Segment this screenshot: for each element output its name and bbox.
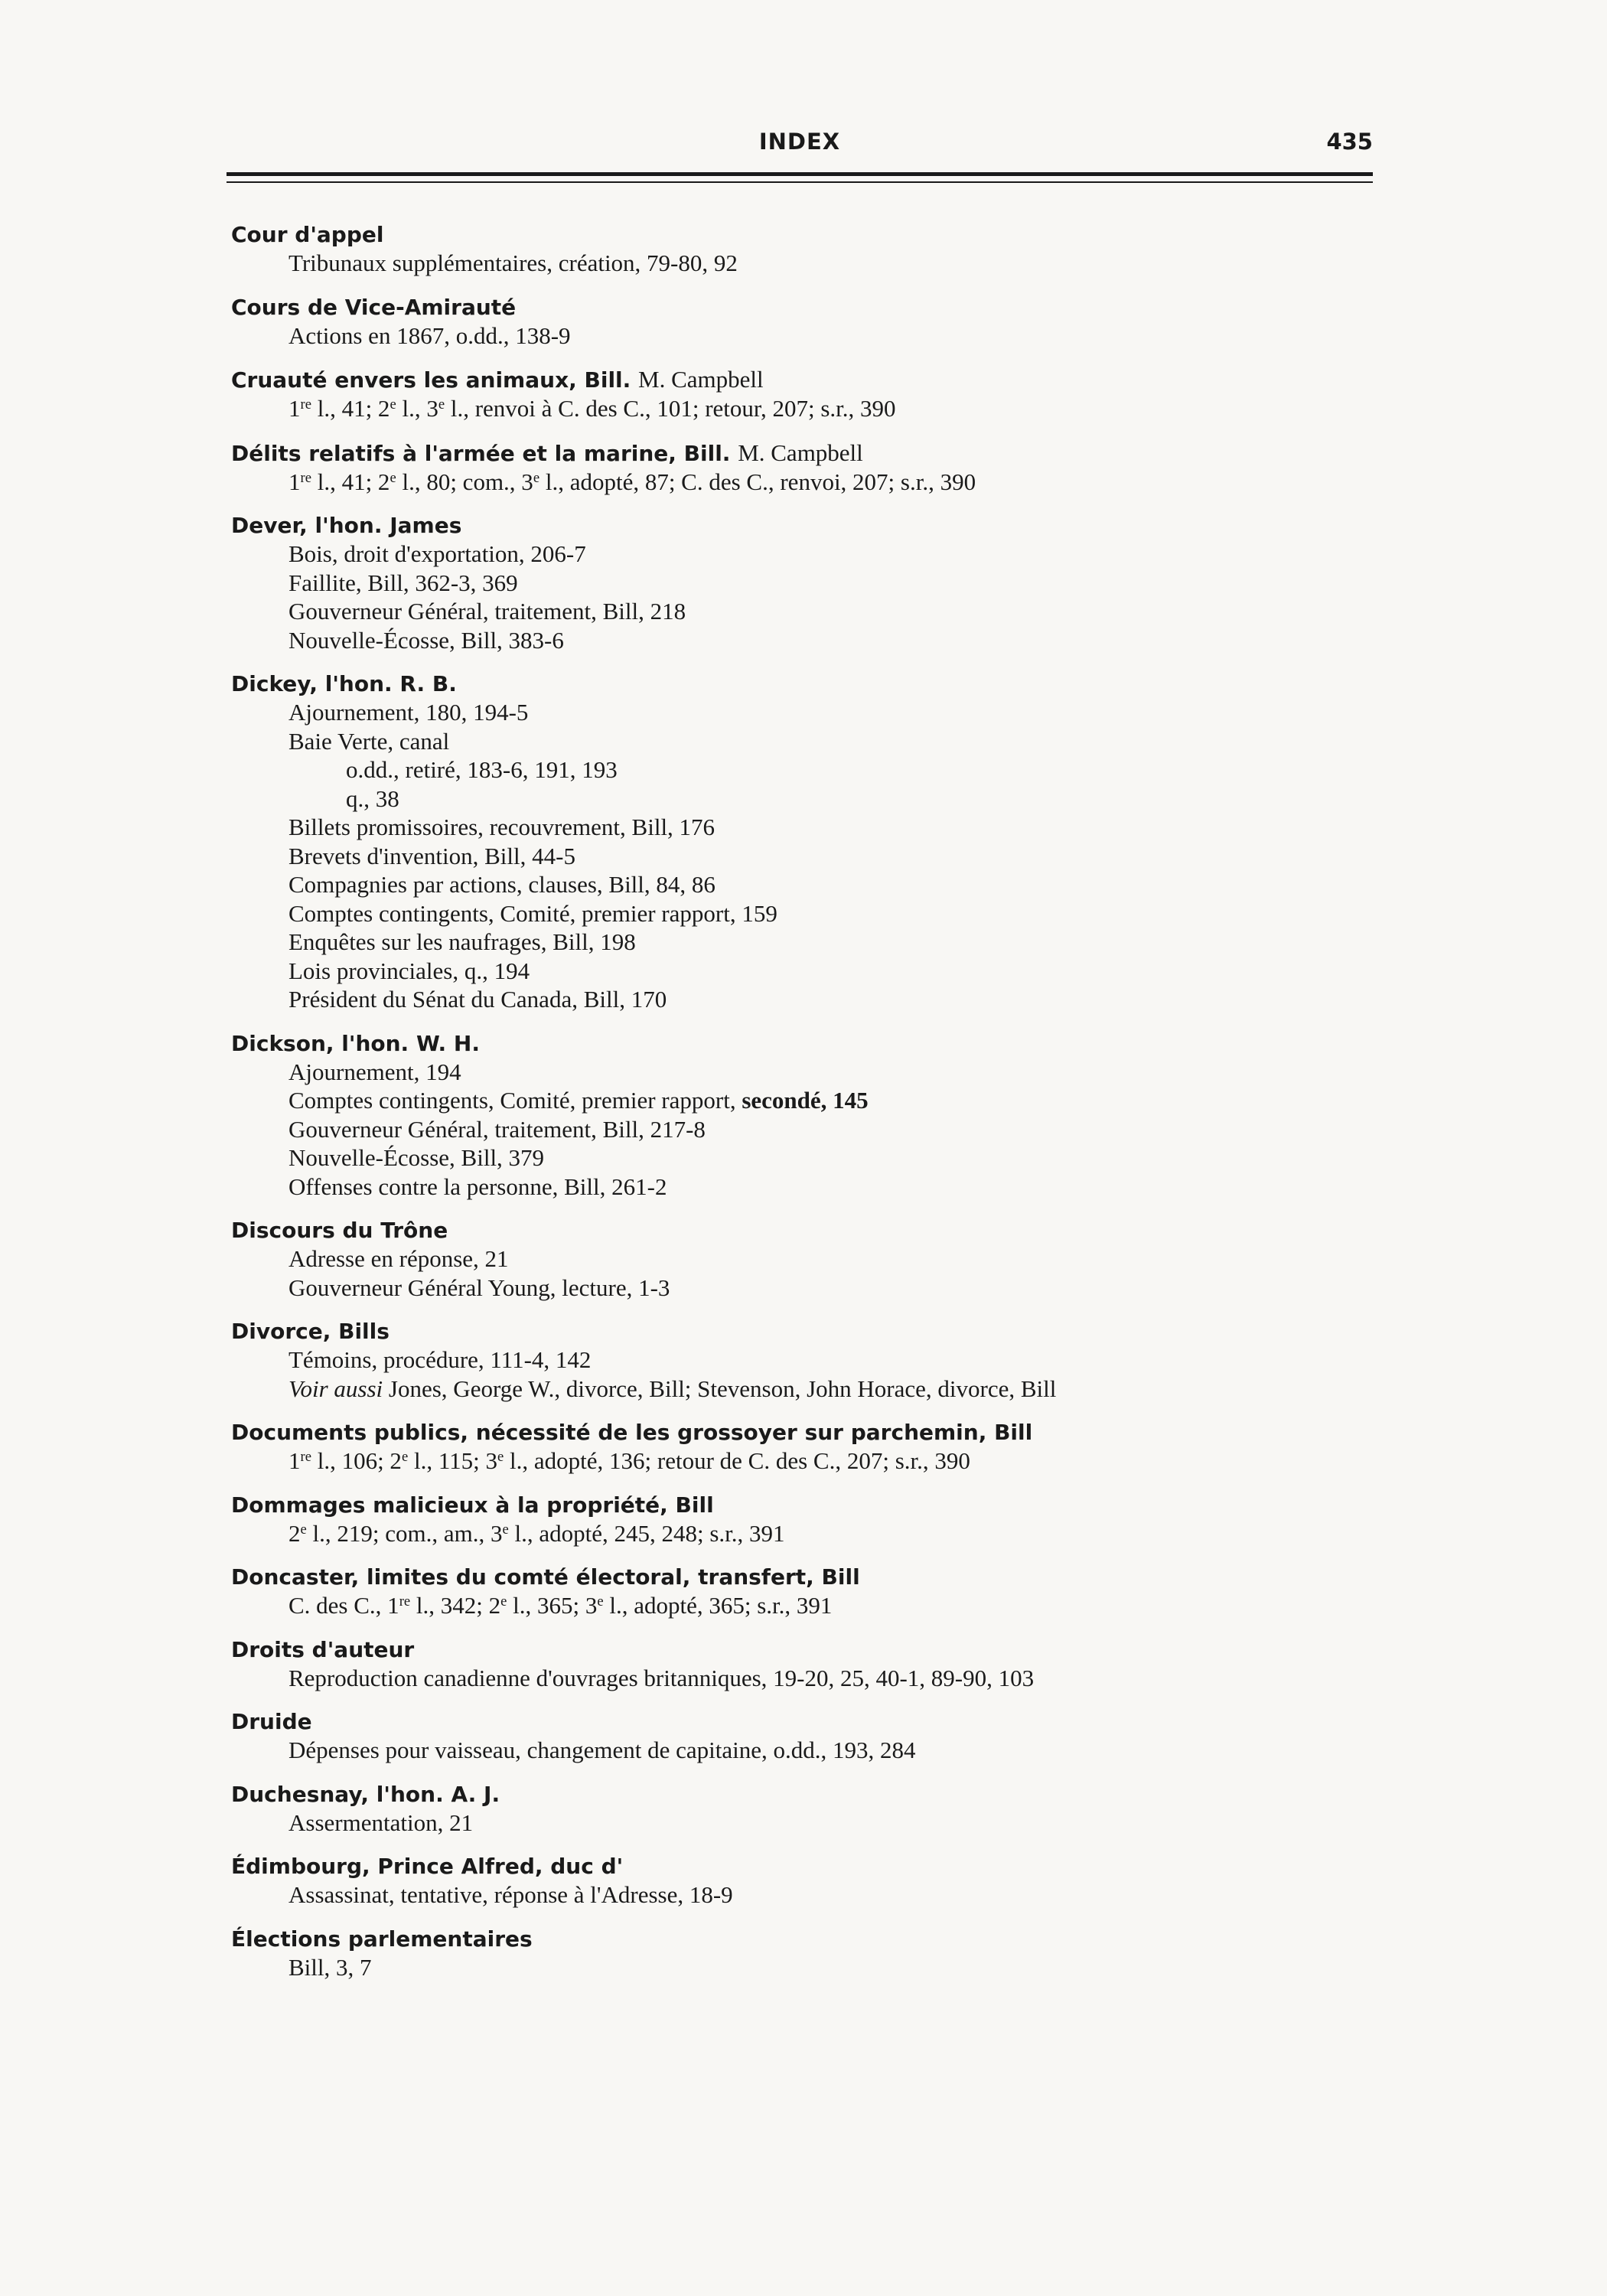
entry-heading: Dickey, l'hon. R. B. — [231, 671, 457, 696]
entry-subentry: 1re l., 41; 2e l., 80; com., 3e l., adopté, 87; C. des C., renvoi, 207; s.r., 390 — [288, 468, 976, 495]
entry-subentry: Ajournement, 194 — [288, 1058, 461, 1085]
entry-subentry: Dépenses pour vaisseau, changement de capitaine, o.dd., 193, 284 — [288, 1737, 916, 1763]
entry-subentry: C. des C., 1re l., 342; 2e l., 365; 3e l., adopté, 365; s.r., 391 — [288, 1592, 833, 1619]
header-rule-thick — [227, 172, 1373, 176]
entry-subsubentry: o.dd., retiré, 183-6, 191, 193 — [346, 756, 618, 783]
entry-subentry: Enquêtes sur les naufrages, Bill, 198 — [288, 928, 636, 955]
entry-subentry: 2e l., 219; com., am., 3e l., adopté, 245, 248; s.r., 391 — [288, 1519, 785, 1547]
page-title: INDEX — [758, 129, 841, 155]
index-entry — [231, 1925, 1379, 1982]
entry-heading: Cours de Vice-Amirauté — [231, 294, 517, 320]
index-entry — [231, 1317, 1379, 1403]
entry-subentry: Gouverneur Général Young, lecture, 1-3 — [288, 1274, 670, 1301]
entry-heading: Cour d'appel — [231, 222, 384, 247]
entry-subentry: Adresse en réponse, 21 — [288, 1245, 509, 1272]
entry-subentry: Compagnies par actions, clauses, Bill, 84, 86 — [288, 871, 715, 898]
entry-heading: Édimbourg, Prince Alfred, duc d' — [231, 1854, 624, 1879]
entry-subentry: Bill, 3, 7 — [288, 1953, 372, 1981]
entry-subentry: Comptes contingents, Comité, premier rapport, secondé, 145 — [288, 1087, 869, 1114]
entry-subentry: Comptes contingents, Comité, premier rapport, 159 — [288, 899, 777, 927]
entry-subentry: Baie Verte, canal — [288, 727, 450, 755]
entry-heading: Dommages malicieux à la propriété, Bill — [231, 1492, 714, 1518]
index-entry — [231, 511, 1379, 654]
entry-subentry: Gouverneur Général, traitement, Bill, 218 — [288, 598, 686, 625]
sponsor-name: M. Campbell — [638, 366, 764, 393]
entry-heading: Discours du Trône — [231, 1218, 448, 1243]
entry-subentry: Brevets d'invention, Bill, 44-5 — [288, 842, 575, 869]
entry-heading: Dickson, l'hon. W. H. — [231, 1030, 480, 1056]
entry-subentry: 1re l., 41; 2e l., 3e l., renvoi à C. des C., 101; retour, 207; s.r., 390 — [288, 395, 896, 422]
index-entry — [231, 1563, 1379, 1620]
entry-heading: Dever, l'hon. James — [231, 513, 462, 538]
entry-heading: Droits d'auteur — [231, 1636, 415, 1662]
sponsor-name: M. Campbell — [738, 439, 863, 466]
entry-subentry: Assassinat, tentative, réponse à l'Adresse, 18-9 — [288, 1881, 733, 1908]
entry-subentry: Actions en 1867, o.dd., 138-9 — [288, 321, 571, 349]
entry-heading: Duchesnay, l'hon. A. J. — [231, 1781, 500, 1807]
entry-subsubentry: q., 38 — [346, 784, 399, 812]
entry-heading: Druide — [231, 1709, 312, 1734]
entry-heading: Cruauté envers les animaux, Bill. M. Campbell — [231, 366, 764, 393]
index-entries — [231, 220, 1379, 1997]
entry-heading: Délits relatifs à l'armée et la marine, Bill. M. Campbell — [231, 439, 863, 466]
page-number: 435 — [1326, 129, 1373, 155]
index-entry — [231, 293, 1379, 351]
index-entry — [231, 220, 1379, 278]
entry-subentry: Président du Sénat du Canada, Bill, 170 — [288, 986, 667, 1013]
entry-subentry: Reproduction canadienne d'ouvrages britanniques, 19-20, 25, 40-1, 89-90, 103 — [288, 1664, 1035, 1691]
entry-subentry: Témoins, procédure, 111-4, 142 — [288, 1346, 592, 1373]
index-entry — [231, 439, 1379, 497]
index-entry — [231, 1852, 1379, 1910]
header-rule-thin — [227, 181, 1373, 183]
index-entry — [231, 670, 1379, 1014]
entry-subentry: Nouvelle-Écosse, Bill, 379 — [288, 1144, 545, 1171]
index-entry — [231, 1418, 1379, 1476]
entry-subentry: Bois, droit d'exportation, 206-7 — [288, 540, 586, 567]
index-entry — [231, 1636, 1379, 1693]
entry-subentry: Lois provinciales, q., 194 — [288, 957, 530, 984]
see-also-label: Voir aussi — [288, 1375, 383, 1402]
entry-subentry: 1re l., 106; 2e l., 115; 3e l., adopté, 136; retour de C. des C., 207; s.r., 390 — [288, 1447, 970, 1474]
index-entry — [231, 1216, 1379, 1302]
entry-heading: Élections parlementaires — [231, 1926, 533, 1952]
entry-heading: Divorce, Bills — [231, 1319, 390, 1344]
index-entry — [231, 1491, 1379, 1548]
entry-heading: Documents publics, nécessité de les grossoyer sur parchemin, Bill — [231, 1420, 1033, 1445]
index-entry — [231, 1780, 1379, 1838]
index-entry — [231, 365, 1379, 423]
entry-subentry — [231, 1375, 1379, 1404]
entry-subentry: Ajournement, 180, 194-5 — [288, 699, 529, 726]
entry-subentry: Offenses contre la personne, Bill, 261-2 — [288, 1172, 667, 1200]
entry-subentry: Faillite, Bill, 362-3, 369 — [288, 569, 518, 596]
entry-subentry: Tribunaux supplémentaires, création, 79-80, 92 — [288, 249, 738, 276]
entry-heading: Doncaster, limites du comté électoral, transfert, Bill — [231, 1564, 860, 1590]
entry-subentry: Gouverneur Général, traitement, Bill, 217-8 — [288, 1115, 706, 1143]
entry-subentry: Billets promissoires, recouvrement, Bill, 176 — [288, 814, 715, 840]
page-header — [227, 129, 1373, 159]
entry-subentry: Assermentation, 21 — [288, 1808, 474, 1836]
index-entry — [231, 1029, 1379, 1202]
index-entry — [231, 1707, 1379, 1765]
see-also-refs: Jones, George W., divorce, Bill; Stevenson, John Horace, divorce, Bill — [388, 1375, 1057, 1402]
entry-subentry: Nouvelle-Écosse, Bill, 383-6 — [288, 626, 564, 654]
